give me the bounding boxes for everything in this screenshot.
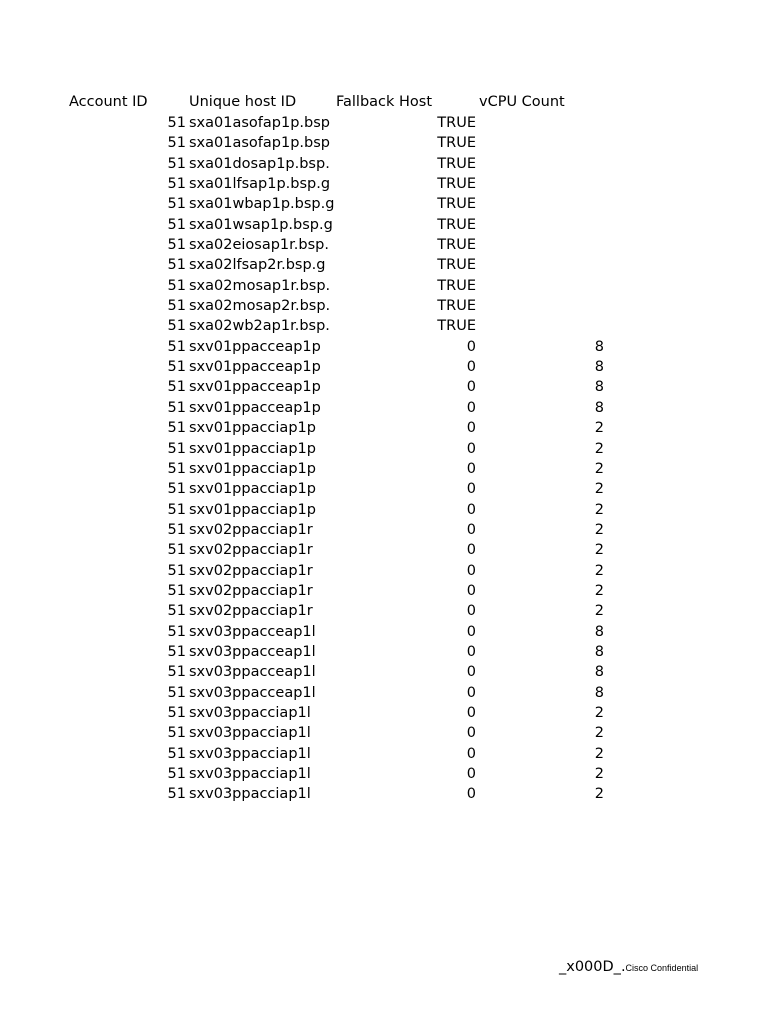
cell-account-id: 51: [167, 257, 186, 274]
table-row: [0, 276, 768, 296]
cell-fallback-host: TRUE: [437, 257, 476, 274]
cell-unique-host-id: sxa01asofap1p.bsp: [189, 115, 330, 131]
cell-fallback-host: 0: [466, 684, 476, 701]
cell-unique-host-id: sxa02wb2ap1r.bsp.: [189, 318, 330, 335]
cell-unique-host-id: sxv01ppacciap1p: [189, 501, 316, 518]
cell-account-id: 51: [167, 481, 186, 498]
cell-vcpu-count: 2: [594, 725, 604, 742]
cell-unique-host-id: sxa02eiosap1r.bsp.: [189, 237, 329, 254]
table-row: [0, 561, 768, 581]
header-fallback-host: Fallback Host: [336, 94, 433, 110]
cell-fallback-host: 0: [466, 786, 476, 803]
cell-unique-host-id: sxa02mosap1r.bsp.: [189, 277, 331, 294]
cell-fallback-host: 0: [466, 562, 476, 579]
table-row: [0, 439, 768, 459]
cell-fallback-host: 0: [466, 664, 476, 681]
cell-fallback-host: 0: [466, 359, 476, 376]
cell-account-id: 51: [167, 684, 186, 701]
table-row: [0, 662, 768, 682]
cell-account-id: 51: [167, 338, 186, 355]
cell-account-id: 51: [167, 542, 186, 559]
cell-fallback-host: TRUE: [437, 298, 476, 315]
cell-fallback-host: 0: [466, 542, 476, 559]
cell-vcpu-count: 2: [594, 440, 604, 457]
cell-vcpu-count: 2: [594, 460, 604, 477]
cell-fallback-host: 0: [466, 440, 476, 457]
cell-unique-host-id: sxa01wsap1p.bsp.g: [189, 216, 333, 233]
table-row: [0, 703, 768, 723]
cell-unique-host-id: sxv02ppacciap1r: [189, 562, 313, 579]
cell-unique-host-id: sxv03ppacciap1l: [189, 725, 311, 742]
table-row: [0, 215, 768, 235]
table-row: [0, 500, 768, 520]
table-row: [0, 784, 768, 804]
table-row: [0, 764, 768, 784]
cell-fallback-host: TRUE: [437, 155, 476, 172]
table-row: [0, 316, 768, 336]
cell-vcpu-count: 2: [594, 420, 604, 437]
table-row: [0, 601, 768, 621]
cell-unique-host-id: sxv02ppacciap1r: [189, 603, 313, 620]
cell-account-id: 51: [167, 664, 186, 681]
cell-unique-host-id: sxv02ppacciap1r: [189, 521, 313, 538]
cell-vcpu-count: 8: [594, 664, 604, 681]
cell-vcpu-count: 8: [594, 643, 604, 660]
cell-account-id: 51: [167, 277, 186, 294]
cell-unique-host-id: sxv03ppacciap1l: [189, 704, 311, 721]
cell-fallback-host: TRUE: [437, 135, 476, 152]
cell-fallback-host: TRUE: [437, 115, 476, 131]
cell-vcpu-count: 2: [594, 501, 604, 518]
cell-account-id: 51: [167, 460, 186, 477]
table-row: [0, 459, 768, 479]
cell-fallback-host: 0: [466, 725, 476, 742]
cell-account-id: 51: [167, 318, 186, 335]
cell-unique-host-id: sxv01ppacceap1p: [189, 338, 321, 355]
cell-unique-host-id: sxv01ppacciap1p: [189, 481, 316, 498]
cell-unique-host-id: sxa02mosap2r.bsp.: [189, 298, 331, 315]
table-row: [0, 581, 768, 601]
cell-vcpu-count: 2: [594, 704, 604, 721]
footer-confidential: Cisco Confidential: [625, 963, 699, 973]
table-row: [0, 154, 768, 174]
cell-fallback-host: 0: [466, 460, 476, 477]
cell-vcpu-count: 8: [594, 684, 604, 701]
cell-unique-host-id: sxv03ppacciap1l: [189, 786, 311, 803]
cell-account-id: 51: [167, 196, 186, 213]
cell-fallback-host: 0: [466, 766, 476, 782]
cell-vcpu-count: 2: [594, 745, 604, 762]
table-row: [0, 683, 768, 703]
cell-vcpu-count: 8: [594, 359, 604, 376]
table-row: [0, 744, 768, 764]
cell-unique-host-id: sxa01wbap1p.bsp.g: [189, 196, 335, 213]
table-row: [0, 520, 768, 540]
cell-unique-host-id: sxa01dosap1p.bsp.: [189, 155, 330, 172]
cell-account-id: 51: [167, 420, 186, 437]
header-account-id: Account ID: [69, 94, 148, 110]
cell-account-id: 51: [167, 521, 186, 538]
cell-fallback-host: 0: [466, 399, 476, 416]
cell-fallback-host: 0: [466, 379, 476, 396]
cell-account-id: 51: [167, 643, 186, 660]
cell-unique-host-id: sxa01lfsap1p.bsp.g: [189, 176, 331, 193]
cell-fallback-host: 0: [466, 501, 476, 518]
table-row: [0, 398, 768, 418]
cell-account-id: 51: [167, 379, 186, 396]
cell-fallback-host: 0: [466, 481, 476, 498]
cell-unique-host-id: sxv01ppacciap1p: [189, 460, 316, 477]
cell-account-id: 51: [167, 745, 186, 762]
cell-fallback-host: TRUE: [437, 176, 476, 193]
table-body: [0, 113, 768, 805]
cell-vcpu-count: 8: [594, 399, 604, 416]
cell-unique-host-id: sxv03ppacceap1l: [189, 664, 316, 681]
cell-account-id: 51: [167, 786, 186, 803]
cell-fallback-host: 0: [466, 745, 476, 762]
cell-vcpu-count: 2: [594, 766, 604, 782]
cell-fallback-host: TRUE: [437, 196, 476, 213]
cell-account-id: 51: [167, 135, 186, 152]
cell-account-id: 51: [167, 766, 186, 782]
cell-vcpu-count: 2: [594, 481, 604, 498]
table-row: [0, 540, 768, 560]
table-row: [0, 296, 768, 316]
table-row: [0, 235, 768, 255]
cell-account-id: 51: [167, 704, 186, 721]
cell-account-id: 51: [167, 298, 186, 315]
cell-account-id: 51: [167, 582, 186, 599]
cell-account-id: 51: [167, 176, 186, 193]
cell-unique-host-id: sxv01ppacceap1p: [189, 379, 321, 396]
cell-unique-host-id: sxv03ppacceap1l: [189, 643, 316, 660]
cell-unique-host-id: sxa01asofap1p.bsp: [189, 135, 330, 152]
cell-unique-host-id: sxv01ppacciap1p: [189, 440, 316, 457]
cell-unique-host-id: sxa02lfsap2r.bsp.g: [189, 257, 326, 274]
page-footer: _x000D_.Cisco Confidential: [559, 959, 699, 975]
cell-unique-host-id: sxv03ppacceap1l: [189, 684, 316, 701]
cell-vcpu-count: 8: [594, 623, 604, 640]
cell-fallback-host: 0: [466, 704, 476, 721]
cell-unique-host-id: sxv02ppacciap1r: [189, 582, 313, 599]
cell-fallback-host: TRUE: [437, 216, 476, 233]
cell-account-id: 51: [167, 725, 186, 742]
cell-fallback-host: 0: [466, 643, 476, 660]
cell-unique-host-id: sxv01ppacciap1p: [189, 420, 316, 437]
table-row: [0, 418, 768, 438]
table-row: [0, 642, 768, 662]
cell-fallback-host: 0: [466, 521, 476, 538]
cell-vcpu-count: 2: [594, 786, 604, 803]
cell-account-id: 51: [167, 399, 186, 416]
table-row: [0, 133, 768, 153]
cell-fallback-host: 0: [466, 420, 476, 437]
table-row: [0, 622, 768, 642]
table-row: [0, 377, 768, 397]
table-row: [0, 174, 768, 194]
cell-account-id: 51: [167, 115, 186, 131]
cell-unique-host-id: sxv02ppacciap1r: [189, 542, 313, 559]
cell-fallback-host: 0: [466, 603, 476, 620]
cell-account-id: 51: [167, 501, 186, 518]
cell-account-id: 51: [167, 623, 186, 640]
cell-fallback-host: 0: [466, 623, 476, 640]
header-unique-host-id: Unique host ID: [189, 94, 297, 110]
cell-vcpu-count: 2: [594, 521, 604, 538]
cell-vcpu-count: 2: [594, 562, 604, 579]
table-row: [0, 194, 768, 214]
cell-unique-host-id: sxv01ppacceap1p: [189, 359, 321, 376]
cell-vcpu-count: 2: [594, 603, 604, 620]
cell-unique-host-id: sxv03ppacciap1l: [189, 766, 311, 782]
cell-fallback-host: 0: [466, 582, 476, 599]
table-row: [0, 357, 768, 377]
cell-account-id: 51: [167, 603, 186, 620]
cell-vcpu-count: 2: [594, 542, 604, 559]
cell-fallback-host: TRUE: [437, 237, 476, 254]
cell-fallback-host: 0: [466, 338, 476, 355]
cell-vcpu-count: 8: [594, 379, 604, 396]
table-row: [0, 337, 768, 357]
table-row: [0, 255, 768, 275]
cell-fallback-host: TRUE: [437, 277, 476, 294]
cell-fallback-host: TRUE: [437, 318, 476, 335]
header-vcpu-count: vCPU Count: [479, 94, 565, 110]
table-row: [0, 479, 768, 499]
cell-unique-host-id: sxv03ppacciap1l: [189, 745, 311, 762]
cell-account-id: 51: [167, 440, 186, 457]
cell-account-id: 51: [167, 562, 186, 579]
cell-unique-host-id: sxv01ppacceap1p: [189, 399, 321, 416]
footer-code: _x000D_: [559, 959, 621, 975]
cell-vcpu-count: 2: [594, 582, 604, 599]
cell-unique-host-id: sxv03ppacceap1l: [189, 623, 316, 640]
table-row: [0, 113, 768, 133]
table-row: [0, 723, 768, 743]
cell-account-id: 51: [167, 216, 186, 233]
cell-account-id: 51: [167, 359, 186, 376]
cell-account-id: 51: [167, 155, 186, 172]
cell-vcpu-count: 8: [594, 338, 604, 355]
cell-account-id: 51: [167, 237, 186, 254]
